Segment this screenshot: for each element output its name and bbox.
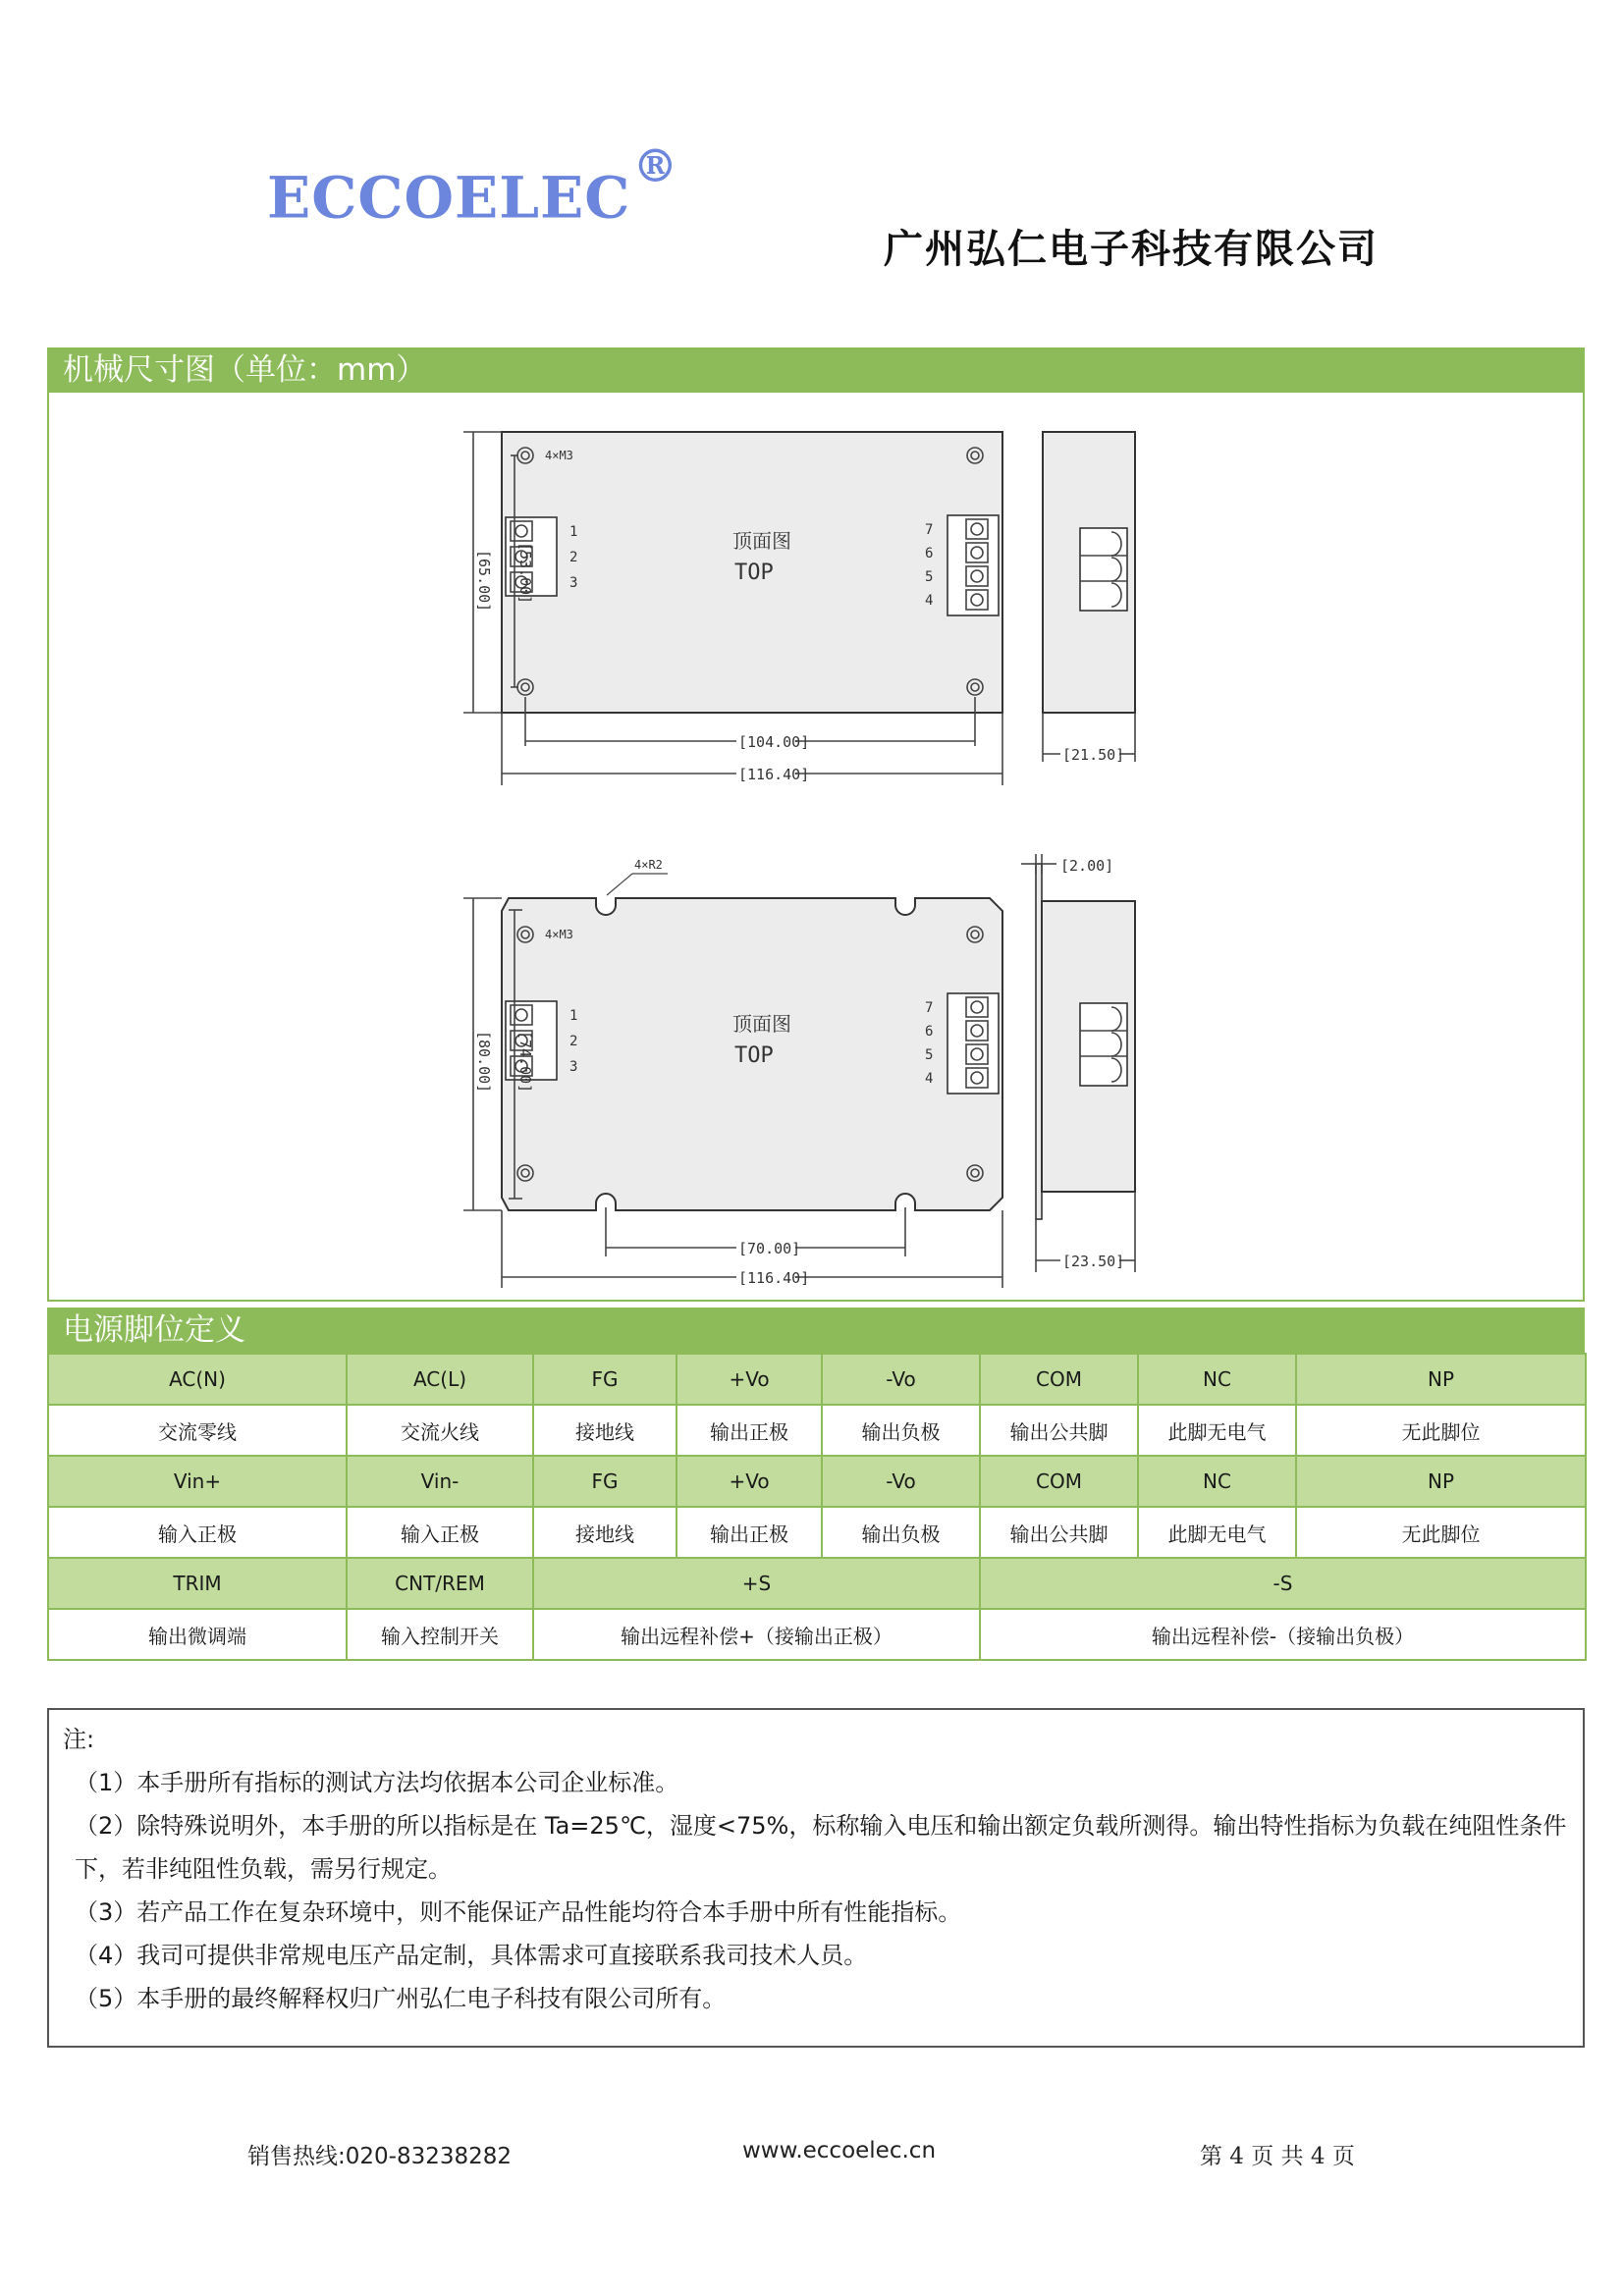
- view-label-en: TOP: [734, 1043, 774, 1068]
- table-row: [48, 1558, 1586, 1609]
- pin-label: 3: [569, 575, 578, 591]
- table-cell: 输入正极: [48, 1507, 347, 1558]
- dim-slot-span: [70.00]: [738, 1240, 801, 1257]
- pin-label: 5: [925, 1047, 934, 1063]
- table-cell: 输出正极: [677, 1405, 822, 1456]
- table-cell: 输出微调端: [48, 1609, 347, 1660]
- table-cell: NC: [1138, 1354, 1296, 1405]
- logo-text: ECCOELEC: [267, 164, 631, 232]
- table-cell: 输出远程补偿-（接输出负极）: [980, 1609, 1586, 1660]
- sales-hotline: 销售热线:020-83238282: [247, 2144, 513, 2169]
- table-cell: AC(L): [347, 1354, 533, 1405]
- note-item: （3）若产品工作在复杂环境中，则不能保证产品性能均符合本手册中所有性能指标。: [75, 1898, 962, 1926]
- section-title-pins: 电源脚位定义: [47, 1308, 1585, 1353]
- table-cell: FG: [533, 1354, 677, 1405]
- dim-side-thickness: [23.50]: [1062, 1253, 1125, 1270]
- dim-hole-span-h: [104.00]: [738, 733, 810, 751]
- table-cell: AC(N): [48, 1354, 347, 1405]
- note-item: （4）我司可提供非常规电压产品定制，具体需求可直接联系我司技术人员。: [75, 1942, 868, 1969]
- table-cell: COM: [980, 1456, 1138, 1507]
- radius-note: 4×R2: [634, 858, 663, 872]
- registered-mark: ®: [632, 139, 679, 192]
- table-row: [48, 1507, 1586, 1558]
- pin-label: 4: [925, 1071, 934, 1087]
- view-label-cn: 顶面图: [732, 1012, 791, 1036]
- note-item: （5）本手册的最终解释权归广州弘仁电子科技有限公司所有。: [75, 1985, 727, 2012]
- pin-label: 2: [569, 1034, 578, 1049]
- table-cell: 此脚无电气: [1138, 1405, 1296, 1456]
- table-cell: 输出远程补偿+（接输出正极）: [533, 1609, 980, 1660]
- mechanical-drawing: [49, 393, 1587, 1302]
- dim-hole-span-v: [74.00]: [516, 1031, 534, 1094]
- dim-flange-thickness: [2.00]: [1060, 857, 1114, 875]
- pin-label: 4: [925, 593, 934, 609]
- table-cell: -Vo: [822, 1456, 980, 1507]
- table-cell: 输出负极: [822, 1507, 980, 1558]
- dim-hole-span-v: [53.00]: [516, 542, 534, 605]
- dim-overall-width: [116.40]: [738, 766, 810, 783]
- flange-view: [463, 854, 1135, 1288]
- table-row: [48, 1405, 1586, 1456]
- dim-side-thickness: [21.50]: [1062, 746, 1125, 764]
- table-cell: +Vo: [677, 1354, 822, 1405]
- view-label-cn: 顶面图: [732, 529, 791, 553]
- table-row: [48, 1354, 1586, 1405]
- note-item: （2）除特殊说明外，本手册的所以指标是在 Ta=25℃，湿度<75%，标称输入电压和输出额定负载所测得。输出特性指标为负载在纯阻性条件下，若非纯阻性负载，需另行规定。: [75, 1812, 1567, 1883]
- dim-overall-width: [116.40]: [738, 1269, 810, 1287]
- pin-label: 5: [925, 569, 934, 585]
- table-cell: 无此脚位: [1296, 1405, 1586, 1456]
- dim-overall-height: [80.00]: [475, 1031, 493, 1094]
- table-cell: 输入控制开关: [347, 1609, 533, 1660]
- table-cell: +Vo: [677, 1456, 822, 1507]
- website-link[interactable]: www.eccoelec.cn: [742, 2138, 937, 2163]
- table-cell: Vin-: [347, 1456, 533, 1507]
- table-cell: 无此脚位: [1296, 1507, 1586, 1558]
- table-cell: COM: [980, 1354, 1138, 1405]
- pin-label: 7: [925, 522, 934, 538]
- table-cell: NC: [1138, 1456, 1296, 1507]
- table-cell: 输出公共脚: [980, 1405, 1138, 1456]
- table-cell: NP: [1296, 1354, 1586, 1405]
- note-item: （1）本手册所有指标的测试方法均依据本公司企业标准。: [75, 1769, 679, 1796]
- top-view: [463, 432, 1135, 785]
- table-cell: FG: [533, 1456, 677, 1507]
- hole-note: 4×M3: [545, 449, 573, 462]
- pin-label: 7: [925, 1000, 934, 1016]
- table-cell: +S: [533, 1558, 980, 1609]
- table-cell: 输出正极: [677, 1507, 822, 1558]
- table-cell: 交流火线: [347, 1405, 533, 1456]
- notes-heading: 注:: [63, 1726, 95, 1753]
- table-cell: -Vo: [822, 1354, 980, 1405]
- table-cell: -S: [980, 1558, 1586, 1609]
- page-number: 第 4 页 共 4 页: [1200, 2144, 1355, 2169]
- dim-overall-height: [65.00]: [475, 550, 493, 613]
- table-cell: NP: [1296, 1456, 1586, 1507]
- table-row: [48, 1456, 1586, 1507]
- pin-label: 6: [925, 1024, 934, 1040]
- table-cell: TRIM: [48, 1558, 347, 1609]
- table-cell: 此脚无电气: [1138, 1507, 1296, 1558]
- pin-label: 6: [925, 546, 934, 561]
- mechanical-drawing-panel: [47, 393, 1585, 1302]
- table-cell: CNT/REM: [347, 1558, 533, 1609]
- table-cell: 输出负极: [822, 1405, 980, 1456]
- notes-box: [47, 1708, 1585, 2048]
- table-cell: Vin+: [48, 1456, 347, 1507]
- pin-label: 1: [569, 1008, 578, 1024]
- table-cell: 接地线: [533, 1405, 677, 1456]
- section-title-dimensions: 机械尺寸图（单位：mm）: [47, 347, 1585, 393]
- pin-label: 3: [569, 1059, 578, 1075]
- pin-label: 1: [569, 524, 578, 540]
- hole-note: 4×M3: [545, 928, 573, 941]
- table-row: [48, 1609, 1586, 1660]
- pin-label: 2: [569, 550, 578, 565]
- table-cell: 接地线: [533, 1507, 677, 1558]
- pin-definition-table: [47, 1353, 1587, 1661]
- table-cell: 输出公共脚: [980, 1507, 1138, 1558]
- table-cell: 交流零线: [48, 1405, 347, 1456]
- table-cell: 输入正极: [347, 1507, 533, 1558]
- company-logo: [267, 139, 679, 232]
- view-label-en: TOP: [734, 561, 774, 585]
- company-name: 广州弘仁电子科技有限公司: [884, 227, 1379, 272]
